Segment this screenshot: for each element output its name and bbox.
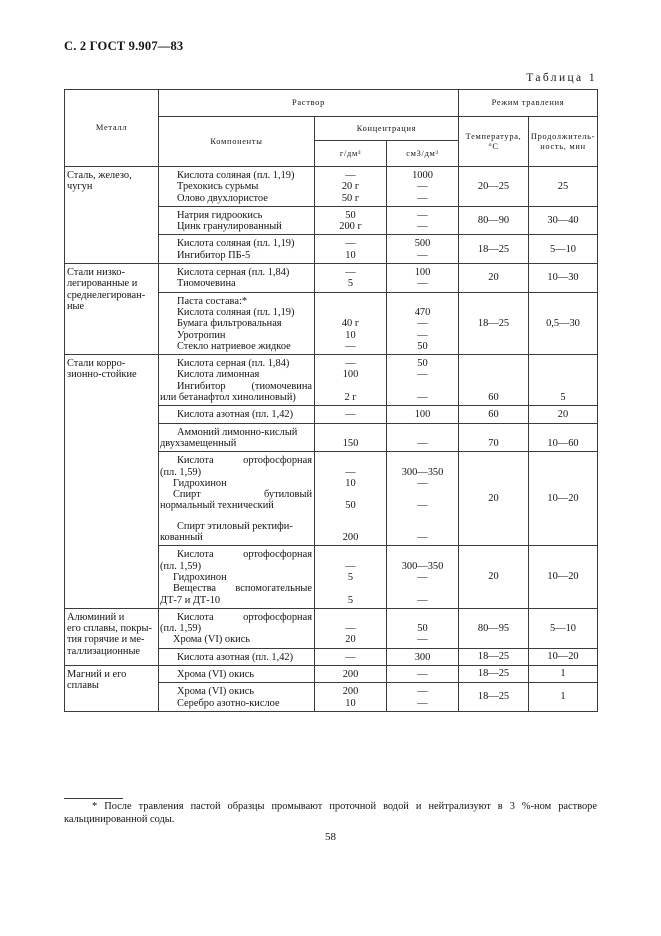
header-duration-line: Продолжитель-: [530, 131, 596, 141]
metal-line: Сталь, железо,: [67, 170, 132, 181]
value-line: 470: [414, 306, 431, 318]
component-line: Кислота серная (пл. 1,84): [177, 358, 290, 370]
component-line: Кислота соляная (пл. 1,19): [177, 238, 295, 250]
duration-cell: 25: [529, 167, 598, 207]
value-line: —: [417, 209, 428, 221]
component-line: Кислота азотная (пл. 1,42): [177, 651, 294, 663]
value-line: [315, 427, 386, 438]
conc-cm-cell: [387, 355, 459, 406]
value-line: [315, 455, 386, 466]
value-line: —: [417, 697, 428, 709]
value-line: 10: [345, 329, 356, 341]
component-line: Трехокись сурьмы: [177, 181, 259, 193]
value-line: —: [417, 329, 428, 341]
components-cell: [159, 546, 315, 608]
component-line: или бетанафтол хинолиновый): [160, 392, 296, 404]
value-line: 200: [342, 668, 359, 680]
component-line: Гидрохинон: [173, 477, 227, 489]
component-line: (пл. 1,59): [160, 466, 202, 478]
table-label: Таблица 1: [526, 72, 597, 84]
value-line: [387, 381, 458, 392]
components-cell: [159, 167, 315, 207]
table-row: [65, 167, 598, 207]
value-line: [315, 296, 386, 307]
component-line: Уротропин: [177, 329, 226, 341]
metal-line: легированные и: [67, 278, 138, 290]
value-line: —: [417, 500, 428, 512]
temperature-cell: 20: [459, 546, 529, 608]
value-line: —: [345, 238, 356, 250]
conc-cm-cell: [387, 235, 459, 264]
value-line: [315, 512, 386, 521]
component-line: Гидрохинон: [173, 571, 227, 583]
etching-table: [64, 89, 598, 712]
value-line: 20: [345, 634, 356, 646]
value-line: 50: [417, 623, 428, 635]
value-line: —: [345, 651, 356, 663]
component-line: кованный: [160, 532, 203, 544]
value-line: 300—350: [401, 560, 444, 572]
component-line: Спирт этиловый ректифи-: [177, 520, 293, 532]
value-line: [315, 549, 386, 560]
table-row: [65, 665, 598, 682]
component-line: (пл. 1,59): [160, 623, 202, 635]
temperature-cell: 18—25: [459, 235, 529, 264]
metal-cell: [65, 355, 159, 609]
duration-cell: 20: [529, 406, 598, 423]
metal-line: Стали низко-: [67, 267, 125, 279]
value-line: [387, 583, 458, 594]
component-line: Тиомочевина: [177, 278, 236, 290]
temperature-cell: 18—25: [459, 683, 529, 712]
components-cell: [159, 423, 315, 452]
value-line: —: [345, 170, 356, 181]
component-line: Цинк гранулированный: [177, 221, 282, 233]
components-cell: [159, 648, 315, 665]
value-line: [387, 427, 458, 438]
header-unit-cm: см3/дм³: [387, 141, 459, 167]
page-number: 58: [325, 831, 336, 843]
component-line: ДТ-7 и ДТ-10: [160, 594, 221, 606]
value-line: [387, 455, 458, 466]
temperature-cell: 18—25: [459, 665, 529, 682]
component-line: Паста состава:*: [177, 295, 248, 307]
component-line: нормальный технический: [160, 500, 274, 512]
value-line: 50: [345, 209, 356, 221]
components-cell: [159, 264, 315, 293]
components-cell: [159, 608, 315, 648]
value-line: [387, 549, 458, 560]
duration-cell: 5—10: [529, 608, 598, 648]
value-line: —: [417, 192, 428, 204]
duration-cell: 5: [529, 355, 598, 406]
value-line: —: [417, 249, 428, 261]
value-line: [387, 612, 458, 623]
value-line: —: [345, 267, 356, 279]
value-line: —: [417, 634, 428, 646]
metal-line: сплавы: [67, 680, 99, 692]
conc-cm-cell: [387, 452, 459, 546]
conc-cm-cell: [387, 648, 459, 665]
components-cell: [159, 292, 315, 354]
metal-line: тия горячие и ме-: [67, 634, 145, 646]
value-line: 200: [342, 686, 359, 698]
value-line: —: [345, 560, 356, 572]
header-temperature-line: °С: [488, 141, 499, 151]
value-line: 200 г: [339, 221, 362, 233]
value-line: —: [345, 340, 356, 352]
metal-cell: [65, 167, 159, 264]
metal-line: чугун: [67, 181, 93, 193]
value-line: —: [417, 668, 428, 680]
value-line: [315, 612, 386, 623]
conc-cm-cell: [387, 406, 459, 423]
conc-g-cell: [315, 406, 387, 423]
value-line: 5: [347, 571, 354, 583]
value-line: [387, 521, 458, 532]
conc-g-cell: [315, 683, 387, 712]
value-line: —: [417, 278, 428, 290]
component-line: Аммоний лимонно-кислый: [177, 426, 298, 438]
duration-cell: 1: [529, 683, 598, 712]
footnote: * После травления пастой образцы промывают проточной водой и нейтрализуют в 3 %-ном растворе кальцинированной соды.: [64, 801, 597, 825]
component-line: Стекло натриевое жидкое: [177, 340, 291, 352]
component-line: Олово двухлористое: [177, 192, 268, 204]
table-row: [65, 608, 598, 648]
conc-cm-cell: [387, 546, 459, 608]
value-line: 200: [342, 532, 359, 544]
conc-cm-cell: [387, 264, 459, 293]
value-line: —: [345, 409, 356, 421]
value-line: 50: [417, 358, 428, 370]
value-line: —: [417, 532, 428, 544]
temperature-cell: 20: [459, 264, 529, 293]
value-line: —: [345, 466, 356, 478]
conc-g-cell: [315, 355, 387, 406]
conc-cm-cell: [387, 167, 459, 207]
temperature-cell: 20: [459, 452, 529, 546]
table-row: [65, 264, 598, 293]
components-cell: [159, 355, 315, 406]
metal-line: таллизационные: [67, 645, 141, 657]
value-line: —: [417, 571, 428, 583]
duration-cell: 10—20: [529, 648, 598, 665]
duration-cell: 10—60: [529, 423, 598, 452]
conc-g-cell: [315, 264, 387, 293]
components-cell: [159, 235, 315, 264]
value-line: —: [417, 221, 428, 233]
value-line: 50 г: [341, 192, 360, 204]
value-line: 50: [417, 340, 428, 352]
conc-cm-cell: [387, 665, 459, 682]
value-line: —: [417, 594, 428, 606]
component-line: Кислота лимонная: [177, 369, 260, 381]
value-line: 100: [414, 267, 431, 279]
metal-line: зионно-стойкие: [67, 369, 137, 381]
value-line: —: [345, 358, 356, 370]
component-line: Кислота азотная (пл. 1,42): [177, 409, 294, 421]
value-line: [387, 512, 458, 521]
components-cell: [159, 452, 315, 546]
component-line: Серебро азотно-кислое: [177, 697, 280, 709]
value-line: [315, 381, 386, 392]
value-line: 300—350: [401, 466, 444, 478]
conc-g-cell: [315, 648, 387, 665]
value-line: 20 г: [341, 181, 360, 193]
value-line: [387, 489, 458, 500]
conc-cm-cell: [387, 608, 459, 648]
value-line: —: [417, 437, 428, 449]
component-line: (пл. 1,59): [160, 560, 202, 572]
duration-cell: 0,5—30: [529, 292, 598, 354]
value-line: [387, 296, 458, 307]
value-line: —: [345, 623, 356, 635]
header-metal: Металл: [65, 90, 159, 167]
components-cell: [159, 406, 315, 423]
temperature-cell: 70: [459, 423, 529, 452]
value-line: 2 г: [344, 392, 357, 404]
conc-cm-cell: [387, 423, 459, 452]
page-header: С. 2 ГОСТ 9.907—83: [64, 39, 184, 53]
metal-line: Стали корро-: [67, 358, 126, 370]
value-line: 500: [414, 238, 431, 250]
temperature-cell: 18—25: [459, 292, 529, 354]
value-line: 10: [345, 249, 356, 261]
component-line: Хрома (VI) окись: [177, 686, 255, 698]
value-line: 100: [414, 409, 431, 421]
temperature-cell: 18—25: [459, 648, 529, 665]
component-line: Вещества вспомогательные: [173, 583, 312, 595]
value-line: 10: [345, 477, 356, 489]
conc-g-cell: [315, 608, 387, 648]
value-line: [315, 583, 386, 594]
value-line: —: [417, 181, 428, 193]
duration-cell: 1: [529, 665, 598, 682]
conc-g-cell: [315, 546, 387, 608]
header-duration: [529, 117, 598, 167]
value-line: 5: [347, 278, 354, 290]
temperature-cell: 20—25: [459, 167, 529, 207]
metal-line: ные: [67, 300, 85, 312]
component-line: Ингибитор ПБ-5: [177, 249, 251, 261]
value-line: 50: [345, 500, 356, 512]
header-concentration: Концентрация: [315, 117, 459, 141]
metal-line: среднелегирован-: [67, 289, 146, 301]
temperature-cell: 80—95: [459, 608, 529, 648]
metal-line: его сплавы, покры-: [67, 623, 152, 635]
component-line: [160, 512, 312, 521]
temperature-cell: 60: [459, 355, 529, 406]
component-line: Натрия гидроокись: [177, 209, 263, 221]
component-line: Ингибитор (тиомочевина: [177, 380, 312, 392]
conc-g-cell: [315, 206, 387, 235]
value-line: —: [417, 477, 428, 489]
duration-cell: 10—20: [529, 546, 598, 608]
duration-cell: 5—10: [529, 235, 598, 264]
metal-cell: [65, 264, 159, 355]
duration-cell: 30—40: [529, 206, 598, 235]
duration-cell: 10—20: [529, 452, 598, 546]
value-line: 5: [347, 594, 354, 606]
conc-cm-cell: [387, 292, 459, 354]
conc-cm-cell: [387, 206, 459, 235]
component-line: Кислота ортофосфорная: [177, 549, 312, 561]
value-line: [315, 307, 386, 318]
conc-g-cell: [315, 292, 387, 354]
conc-g-cell: [315, 665, 387, 682]
metal-line: Алюминий и: [67, 611, 125, 623]
conc-g-cell: [315, 452, 387, 546]
value-line: 300: [414, 651, 431, 663]
component-line: Кислота соляная (пл. 1,19): [177, 306, 295, 318]
component-line: Спирт бутиловый: [173, 489, 312, 501]
header-etch-mode: Режим травления: [459, 90, 598, 117]
components-cell: [159, 665, 315, 682]
header-temperature: [459, 117, 529, 167]
temperature-cell: 60: [459, 406, 529, 423]
metal-cell: [65, 608, 159, 665]
metal-cell: [65, 665, 159, 711]
component-line: Кислота ортофосфорная: [177, 611, 312, 623]
footnote-rule: [64, 798, 123, 799]
value-line: —: [417, 369, 428, 381]
component-line: Хрома (VI) окись: [173, 634, 251, 646]
component-line: Кислота ортофосфорная: [177, 455, 312, 467]
value-line: —: [417, 392, 428, 404]
value-line: —: [417, 686, 428, 698]
value-line: 40 г: [341, 318, 360, 330]
conc-g-cell: [315, 167, 387, 207]
component-line: Хрома (VI) окись: [177, 668, 255, 680]
value-line: 10: [345, 697, 356, 709]
value-line: 100: [342, 369, 359, 381]
component-line: Кислота серная (пл. 1,84): [177, 267, 290, 279]
header-components: Компоненты: [159, 117, 315, 167]
header-temperature-line: Температура,: [465, 131, 522, 141]
components-cell: [159, 206, 315, 235]
value-line: 150: [342, 437, 359, 449]
header-duration-line: ность, мин: [540, 141, 586, 151]
value-line: [315, 489, 386, 500]
components-cell: [159, 683, 315, 712]
component-line: двухзамещенный: [160, 437, 237, 449]
header-unit-g: г/дм³: [315, 141, 387, 167]
value-line: [315, 521, 386, 532]
conc-g-cell: [315, 423, 387, 452]
value-line: —: [417, 318, 428, 330]
component-line: Бумага фильтровальная: [177, 318, 282, 330]
temperature-cell: 80—90: [459, 206, 529, 235]
conc-cm-cell: [387, 683, 459, 712]
table-row: [65, 355, 598, 406]
table-header: [65, 90, 598, 167]
header-solution: Раствор: [159, 90, 459, 117]
duration-cell: 10—30: [529, 264, 598, 293]
table-body: [65, 167, 598, 712]
component-line: Кислота соляная (пл. 1,19): [177, 170, 295, 181]
metal-line: Магний и его: [67, 668, 127, 680]
conc-g-cell: [315, 235, 387, 264]
value-line: 1000: [412, 170, 433, 181]
